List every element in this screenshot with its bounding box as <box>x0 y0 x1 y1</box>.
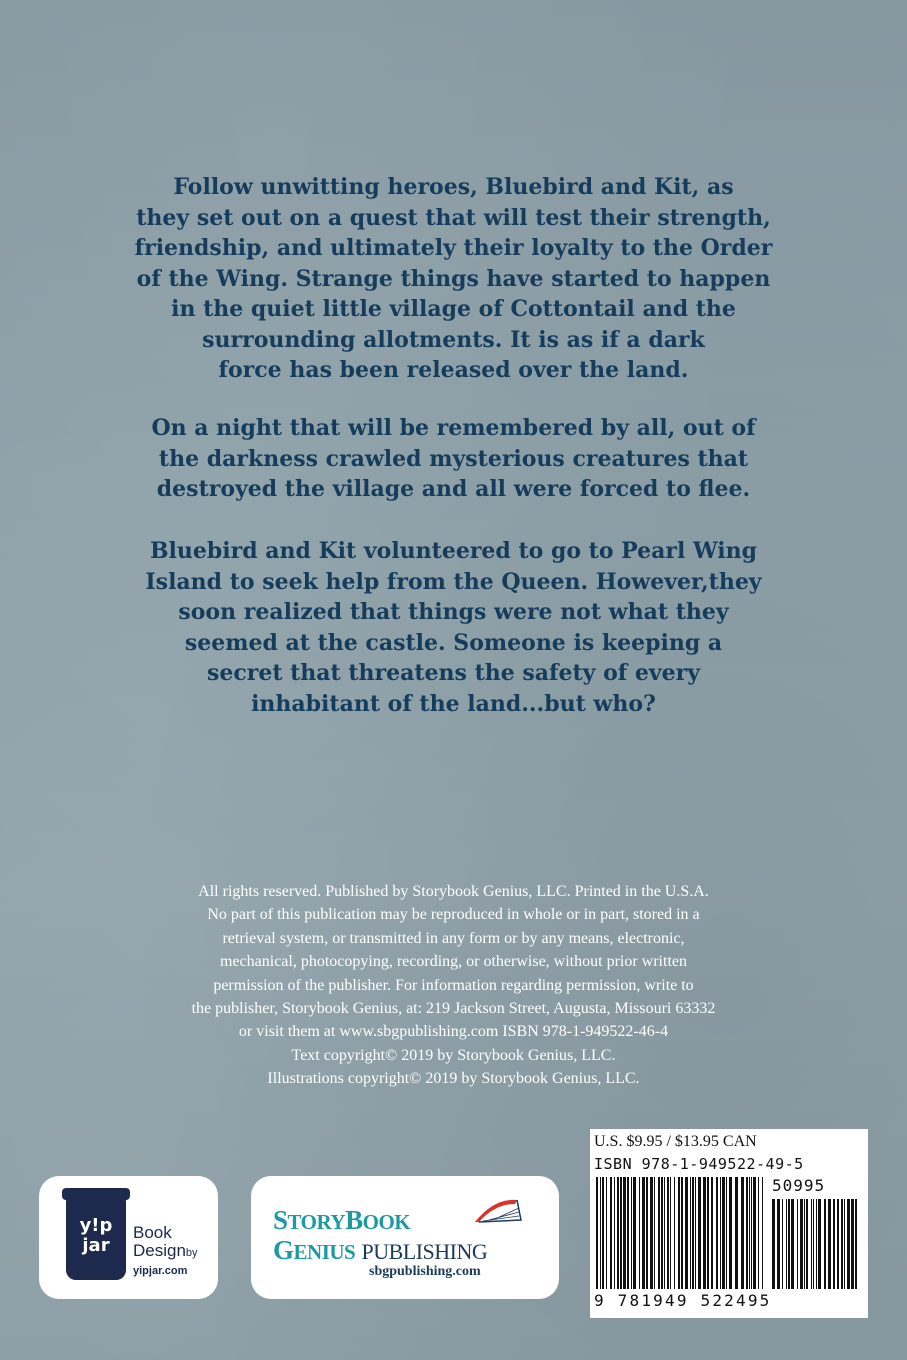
blurb-p2-line: the darkness crawled mysterious creatures that <box>158 445 749 472</box>
sbg-tory: TORY <box>287 1210 346 1234</box>
barcode-bar <box>596 1177 598 1289</box>
copyright-notice <box>110 880 797 1091</box>
barcode-bar <box>685 1177 688 1289</box>
ean-barcode <box>596 1177 766 1289</box>
barcode-bar <box>610 1177 612 1289</box>
barcode-bar <box>729 1177 732 1289</box>
barcode-bar <box>692 1177 694 1289</box>
copyright-line: retrieval system, or transmitted in any form or by any means, electronic, <box>222 929 685 947</box>
barcode-bar <box>800 1199 803 1289</box>
barcode-bar <box>627 1177 629 1289</box>
barcode-bar <box>833 1199 835 1289</box>
storybook-genius-logo-card <box>251 1176 559 1299</box>
barcode-bar <box>777 1199 780 1289</box>
jar-text-line1: y!p <box>79 1215 113 1236</box>
barcode-bar <box>813 1199 814 1289</box>
blurb-p3-line: secret that threatens the safety of every <box>206 660 701 686</box>
copyright-line: Text copyright© 2019 by Storybook Genius, LLC. <box>291 1046 616 1064</box>
barcode-bar <box>614 1177 615 1289</box>
barcode-bar <box>753 1177 756 1289</box>
sbg-publishing: PUBLISHING <box>361 1239 488 1264</box>
isbn-label: ISBN 978-1-949522-49-5 <box>594 1155 804 1173</box>
barcode-bar <box>791 1199 794 1289</box>
barcode-bar <box>667 1177 669 1289</box>
copyright-line: the publisher, Storybook Genius, at: 219 Jackson Street, Augusta, Missouri 63332 <box>191 1000 716 1018</box>
barcode-bar <box>600 1177 601 1289</box>
sbg-g: G <box>273 1235 294 1265</box>
barcode-bar <box>681 1177 683 1289</box>
sbg-b: B <box>345 1205 363 1235</box>
barcode-bar <box>786 1199 787 1289</box>
blurb-paragraph-2 <box>110 413 797 505</box>
barcode-bar <box>851 1199 854 1289</box>
barcode-bar <box>746 1177 748 1289</box>
barcode-bar <box>631 1177 632 1289</box>
yipjar-url: yipjar.com <box>133 1265 188 1277</box>
barcode-bar <box>758 1177 759 1289</box>
barcode-bar <box>816 1199 817 1289</box>
barcode-bar <box>772 1199 775 1289</box>
jar-text-line2: jar <box>82 1235 110 1256</box>
barcode-bar <box>695 1177 696 1289</box>
barcode-bar <box>650 1177 653 1289</box>
barcode-bar <box>716 1177 718 1289</box>
barcode-bar <box>620 1177 622 1289</box>
jar-icon <box>66 1194 126 1280</box>
yipjar-logo-card <box>39 1176 218 1299</box>
barcode-bar <box>654 1177 655 1289</box>
blurb-p1-line: in the quiet little village of Cottontail and the <box>171 296 736 322</box>
barcode-bar <box>633 1177 636 1289</box>
barcode-bar <box>828 1199 831 1289</box>
barcode-bar <box>762 1177 763 1289</box>
barcode-bar <box>751 1177 752 1289</box>
barcode-bar <box>670 1177 671 1289</box>
barcode-bar <box>847 1199 850 1289</box>
barcode-bar <box>806 1199 808 1289</box>
barcode-bar <box>707 1177 709 1289</box>
barcode-bar <box>837 1199 839 1289</box>
addon-barcode <box>772 1199 860 1289</box>
barcode-bar <box>824 1199 826 1289</box>
barcode-bar <box>690 1177 691 1289</box>
barcode-bar <box>818 1199 821 1289</box>
copyright-line: or visit them at www.sbgpublishing.com ISBN 978-1-949522-46-4 <box>238 1023 669 1041</box>
barcode-bar <box>855 1199 857 1289</box>
barcode-bar <box>606 1177 607 1289</box>
book-design-by: by <box>185 1247 198 1259</box>
barcode-digits: 9 781949 522495 <box>594 1291 772 1310</box>
copyright-line: permission of the publisher. For information regarding permission, write to <box>213 976 694 994</box>
blurb-p2-line: destroyed the village and all were forced to flee. <box>156 476 751 502</box>
barcode-bar <box>720 1177 721 1289</box>
copyright-line: No part of this publication may be reproduced in whole or in part, stored in a <box>207 906 700 924</box>
blurb-p3-line: Island to seek help from the Queen. However,they <box>145 568 762 595</box>
sbg-enius: ENIUS <box>293 1240 356 1264</box>
blurb-p1-line: friendship, and ultimately their loyalty to the Order <box>134 235 773 261</box>
barcode-bar <box>678 1177 680 1289</box>
blurb-paragraph-1 <box>110 172 797 386</box>
blurb-p3-line: Bluebird and Kit volunteered to go to Pearl Wing <box>149 538 758 564</box>
blurb-paragraph-3 <box>110 536 797 719</box>
sbg-s: S <box>273 1205 288 1235</box>
book-design-label <box>133 1224 198 1280</box>
barcode-bar <box>617 1177 619 1289</box>
blurb-p1-line: they set out on a quest that will test their strength, <box>136 204 771 231</box>
barcode-bar <box>726 1177 727 1289</box>
barcode-bar <box>623 1177 626 1289</box>
barcode-bar <box>658 1177 660 1289</box>
copyright-line: All rights reserved. Published by Storybook Genius, LLC. Printed in the U.S.A. <box>198 883 709 900</box>
copyright-line: mechanical, photocopying, recording, or otherwise, without prior written <box>220 953 687 971</box>
sbg-ook: OOK <box>362 1210 411 1234</box>
blurb-p1-line: force has been released over the land. <box>218 357 689 383</box>
barcode-bar <box>811 1199 812 1289</box>
barcode-box <box>590 1129 868 1318</box>
book-design-line2: Design <box>133 1241 186 1260</box>
barcode-bar <box>749 1177 750 1289</box>
blurb-p3-line: soon realized that things were not what they <box>178 599 729 625</box>
barcode-bar <box>602 1177 604 1289</box>
storybook-genius-wordmark <box>273 1206 487 1266</box>
barcode-bar <box>698 1177 701 1289</box>
blurb-p1-line: surrounding allotments. It is as if a dark <box>202 326 705 353</box>
barcode-bar <box>664 1177 665 1289</box>
barcode-bar <box>741 1177 744 1289</box>
barcode-bar <box>788 1199 790 1289</box>
price-label: U.S. $9.95 / $13.95 CAN <box>594 1133 757 1150</box>
barcode-bar <box>722 1177 725 1289</box>
barcode-bar <box>797 1199 798 1289</box>
barcode-bar <box>782 1199 783 1289</box>
barcode-bar <box>804 1199 805 1289</box>
barcode-bar <box>661 1177 663 1289</box>
blurb-p3-line: seemed at the castle. Someone is keeping a <box>184 629 723 656</box>
barcode-bar <box>711 1177 713 1289</box>
addon-digits: 50995 <box>772 1176 826 1195</box>
barcode-bar <box>674 1177 675 1289</box>
book-design-line1: Book <box>133 1223 172 1242</box>
barcode-bar <box>735 1177 738 1289</box>
barcode-bar <box>642 1177 645 1289</box>
barcode-bar <box>639 1177 640 1289</box>
blurb-p2-line: On a night that will be remembered by all, out of <box>151 415 756 441</box>
barcode-bar <box>844 1199 845 1289</box>
sbg-url: sbgpublishing.com <box>369 1264 481 1279</box>
blurb-p1-line: Follow unwitting heroes, Bluebird and Kit, as <box>173 174 734 200</box>
blurb-p3-line: inhabitant of the land...but who? <box>251 690 656 717</box>
barcode-bar <box>841 1199 843 1289</box>
blurb-p1-line: of the Wing. Strange things have started to happen <box>136 265 771 292</box>
barcode-bar <box>703 1177 706 1289</box>
copyright-line: Illustrations copyright© 2019 by Storybook Genius, LLC. <box>267 1070 640 1088</box>
barcode-bar <box>646 1177 648 1289</box>
